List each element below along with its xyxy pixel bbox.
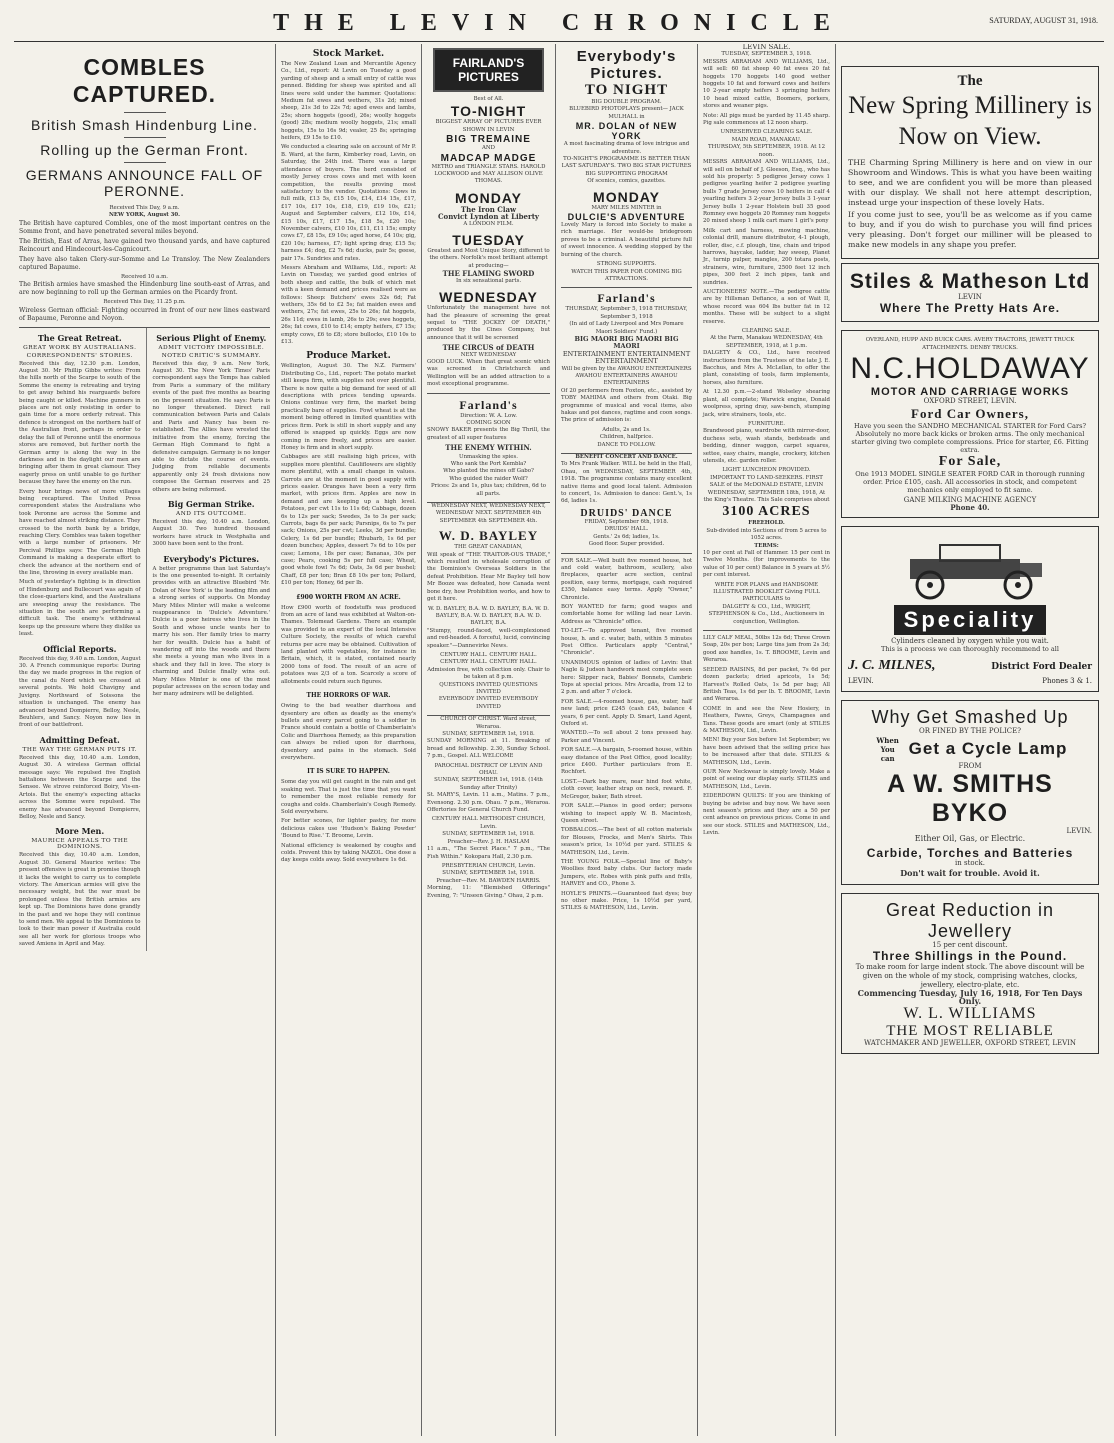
program-note: STRONG SUPPORTS.	[596, 261, 657, 268]
heading-serious-plight: Serious Plight of Enemy.	[156, 332, 267, 343]
milnes-ad	[841, 526, 1099, 692]
church-notice: 11 a.m., "The Secret Place." 7 p.m., "The Fish Within." Kokopara Hall, 2.30 p.m.	[427, 846, 550, 860]
byko-town: LEVIN.	[1066, 827, 1092, 836]
speaker-name: W. D. BAYLEY	[438, 528, 539, 544]
williams-reliable: THE MOST RELIABLE	[886, 1022, 1054, 1039]
heading-german-strike: Big German Strike.	[167, 498, 255, 509]
subheading: GREAT WORK BY AUSTRALIANS.	[23, 344, 137, 351]
lecture-body: W. D. BAYLEY, B.A. W. D. BAYLEY, B.A. W. D. BAYLEY, B.A. W. D. BAYLEY, B.A. W. D. BAYLEY, B.A.	[427, 605, 549, 627]
program-note: BIG SUPPORTING PROGRAM	[585, 170, 668, 177]
article-body: National efficiency is weakened by coughs and colds. Prevent this by taking NAZOL. One dose a day keeps colds away. Sold everywhere 1s 6d.	[281, 842, 416, 864]
masthead	[14, 6, 1104, 42]
film-note: SNOWY BAKER presents the Big Thrill, the greatest of all super features	[427, 427, 550, 441]
event-note: Of 20 performers from Foxton, etc., assisted by TOBY MAHIMA and others from Otaki. Big programme of musical and vocal items, also hakas and poi dances, ragtime and coon songs. The price of admission is:	[561, 387, 692, 424]
stiles-name: Stiles & Matheson Ltd	[849, 270, 1091, 293]
millinery-the: The	[957, 73, 983, 89]
williams-ad	[841, 893, 1099, 1055]
adults-price: Adults, 2s and 1s.	[602, 426, 651, 433]
sale-heading: FURNITURE.	[747, 420, 786, 427]
classified-ad: OUR New Neckwear is simply lovely. Make a point of seeing our display early. STILES and MATHESON, Ltd., Levin.	[703, 768, 830, 790]
article-body: The New Zealand Loan and Mercantile Agency Co., Ltd., report: At Levin on Tuesday a good yarding of sheep and a small entry of cattle was penned. Bidding for sheep was spirited and all lines were sold under the hammer. Quotations: Medium fat ewes and wethers, 31s 2d; mixed sheep, 21s 3d to 22s 7d; aged ewes and lambs, 25s; shorn hoggets (good), 26s; woolly hoggets (good) 28s; medium woolly hoggets, 21s; small hoggets, 15s to 16s 9d; vealer, 25 8s; springing heifers, £9 15s to £10.	[281, 61, 416, 142]
article-body: Received this day, 10.40 a.m. London, August 30. Two hundred thousand workers have struck in Westphalia and 3000 have been sent to the front.	[152, 518, 270, 548]
holdaway-ad	[841, 330, 1099, 518]
event-date: FRIDAY, September 6th, 1918.	[584, 518, 669, 525]
estate-freehold: FREEHOLD.	[748, 520, 785, 527]
classified-ad: COME in and see the New Hosiery, in Heathers, Fawns, Greys, Champagnes and Tans. These goods are smart (only at STILES & MATHESON, Ltd., Levin.	[703, 705, 830, 734]
sale-listing: DALGETY & CO., Ltd., have received instructions from the Trustees of the late J. E. Bacchus, and Mrs A. McLellan, to offer the plant, consisting of tools, farm implements, horses, also furniture.	[703, 350, 830, 386]
program-note: BLUEBIRD PHOTOPLAYS present— JACK MULHALL in	[569, 106, 684, 120]
byko-carbide: Carbide, Torches and Batteries	[866, 845, 1074, 860]
article-body: Received this day, 10.40 a.m. London, August 30. General Maurice writes: The present offensive is great in promise though it lacks the weight to carry us to complete victory. The American armies will give the necessary weight, but the war must be prolonged unless the British armies are kept up. The Dominions have done grandly in the past and we hope they will continue to send men. We appeal to the Dominions to look to their man power if Australia could see all her work for glorious troops who saved Amiens in April and May.	[19, 852, 141, 948]
estate-heading: IMPORTANT TO LAND-SEEKERS. FIRST SALE of the McDONALD ESTATE, LEVIN	[709, 474, 824, 489]
film-note: In six sensational parts.	[455, 277, 522, 284]
church-notice: Preacher—Rev. J. H. HASLAM	[447, 838, 530, 845]
subheading: THE WAY THE GERMAN PUTS IT.	[22, 746, 138, 753]
headline-combles: COMBLES CAPTURED.	[72, 54, 217, 107]
speciality-banner: Speciality	[894, 605, 1047, 635]
big-maori: BIG MAORI BIG MAORI BIG MAORI	[574, 334, 679, 351]
heading-official-reports: Official Reports.	[43, 643, 117, 654]
film-question: Who planted the mines off Gabo?	[443, 468, 534, 475]
and-text: AND	[482, 145, 495, 152]
event-note: Gents.' 2s 6d; ladies, 1s.	[593, 533, 660, 540]
church-notice: CHURCH OF CHRIST. Ward street, Weraroa.	[440, 716, 537, 730]
williams-trade: WATCHMAKER AND JEWELLER, OXFORD STREET, LEVIN	[863, 1038, 1077, 1047]
church-notice: SUNDAY, SEPTEMBER 1st, 1918.	[442, 831, 535, 838]
film-title: DULCIE'S ADVENTURE	[567, 212, 686, 223]
heading-acre: £900 WORTH FROM AN ACRE.	[296, 593, 401, 601]
everybodys-heading: Everybody's Pictures.	[576, 48, 677, 82]
terms-heading: TERMS:	[754, 542, 779, 549]
monday-heading: MONDAY	[593, 188, 660, 205]
admission: Admission free, with collection only. Chair to be taken at 8 p.m.	[427, 666, 550, 681]
for-sale: For Sale,	[938, 453, 1002, 469]
sale-listing: At 12.30 p.m.—2-stand Wolseley shearing plant, all complete; Warwick engine, Donald woolpress, spring dray, saw-bench, stumping jack, wire strainers, tools, etc.	[703, 389, 830, 418]
byko-name: A W. SMITHS BYKO	[887, 770, 1053, 828]
film-question: Unmasking the spies.	[459, 453, 518, 460]
car-illustration	[880, 537, 1060, 601]
stiles-tagline: Where The Pretty Hats Are.	[879, 301, 1061, 316]
received-note: Received 10 a.m.	[121, 273, 168, 280]
milnes-town: LEVIN.	[848, 677, 874, 686]
jewellery-body: To make room for large indent stock. The above discount will be given on the whole of my stock, comprising watches, clocks, jewellery, electro-plate, etc.	[855, 963, 1085, 990]
article-body: We conducted a clearing sale on account of Mr P. B. Ward, at the farm, Kimberley road, Levin, on Saturday, the 24th inst. There was a large attendance of buyers. The herd consisted of mostly Jersey cross cows and met with keen competition, the results proving most satisfactory to the vendor. Quotations: Cows in full milk, £13 5s, £15 10s, £14, £14 15s, £17, £17 10s, £17 10s, £18, £19, £19 10s, £21; August and September calvers, £12 10s, £14, £15 10s, £17, £17 15s, £18 5s, £20 10s; November calvers, £10 10s, £11, £11 15s; empty cows £7, £8 15s, £9 10s; aged horse, £4 10s; gig, £20 10s; harness, £7; light spring dray, £15 5s; harness £4; dog, £2 7s 6d; ducks, pair 5s; geese, pair 17s. Sundries and rates.	[281, 144, 416, 262]
best-of-all: Best of All.	[473, 96, 504, 102]
church-notice: PAROCHIAL DISTRICT OF LEVIN AND OHAU.	[434, 762, 543, 777]
benefit-heading: BENEFIT CONCERT AND DANCE.	[575, 454, 678, 461]
tonight-heading: TO-NIGHT	[450, 103, 527, 120]
holdaway-street: OXFORD STREET, LEVIN.	[923, 397, 1017, 406]
terms-body: 10 per cent at Fall of Hammer. 15 per cent in Twelve Months. (for improvements to the value of 10 per cent) Balance in 5 years at 5½ per cent interest.	[703, 550, 830, 579]
entertainment: ENTERTAINMENT ENTERTAINMENT ENTERTAINMENT	[562, 349, 691, 366]
farlands-heading: Farland's	[459, 397, 518, 412]
byko-police: OR FINED BY THE POLICE?	[919, 727, 1021, 736]
film-note: GOOD LUCK. When that great scenic which was screened in Christchurch and Wellington will be an added attraction to a most exceptional programme.	[427, 358, 550, 388]
church-notice: Preacher—Rev. M. BAWDEN HARRIS.	[436, 877, 541, 884]
subheading: MAURICE APPEALS TO THE DOMINIONS.	[31, 838, 129, 851]
dance-follow: DANCE TO FOLLOW.	[597, 441, 656, 448]
program-note: BIG DOUBLE PROGRAM.	[591, 99, 662, 105]
coming-soon: COMING SOON	[466, 419, 511, 426]
program-note: A most fascinating drama of love intrigue and adventure.	[563, 141, 690, 155]
film-note: Greatest and Most Unique Story, different to the others. Norfolk's most brilliant attempt at producing—	[427, 248, 550, 269]
subheadline-peronne: GERMANS ANNOUNCE FALL OF PERONNE.	[25, 167, 264, 199]
byko-types: Either Oil, Gas, or Electric.	[914, 834, 1026, 844]
stiles-matheson-ad	[841, 263, 1099, 322]
church-notice: SUNDAY, SEPTEMBER 1st, 1918.	[442, 731, 535, 737]
article-body: Received this day, 12.30 p.m. London, August 30. Mr Phillip Gibbs writes: From the hills north of the Scarpe to south of the Somme the enemy is retreating and trying to get away behind his rearguards before being caught or killed. Machine gunners in places are not only resisting in order to gain time for a more orderly retreat. This defence is strongest on the northern half of the Australian front, perhaps in order to delay the fall of Peronne until the enormous stores are removed, but further north the German army is along the way in the darkness and in the daylight our men are bringing after them in great clamour. They eagerly press on until unable to go further because they have the enemy on the run.	[19, 360, 141, 486]
millinery-body: THE Charming Spring Millinery is here and on view in our Showroom and Windows. This is what you have been waiting to see, and we are confident you will be more than pleased with our display. We shall not here attempt description, instead urge your inspection of these lovely Hats.	[848, 158, 1092, 207]
jewellery-date: Commencing Tuesday, July 16, 1918, For Ten Days Only.	[857, 988, 1083, 1006]
heading-great-retreat: The Great Retreat.	[37, 332, 122, 343]
classified-ad: EIDERDOWN QUILTS: If you are thinking of buying be advise and buy now. We have seen next season's prices and they are a 50 per cent advance on previous prices. Come in and see our stock. STILES and MATHESON, Ltd., Levin.	[703, 793, 830, 837]
church-notice: PRESBYTERIAN CHURCH, Levin.	[441, 862, 536, 869]
program-note: WATCH THIS PAPER FOR COMING BIG ATTRACTIONS.	[571, 268, 682, 282]
film-note: NEXT WEDNESDAY	[460, 351, 517, 358]
speciality-body: This is a process we can thoroughly recommend to all	[881, 644, 1059, 653]
everybody-invited: EVERYBODY INVITED EVERYBODY INVITED	[438, 696, 539, 710]
byko-stock: in stock.	[955, 858, 985, 867]
sale-listing: MESSRS ABRAHAM AND WILLIAMS, Ltd., will sell: 60 fat sheep 40 fat ewes 20 fat hoggets 170 hoggets 140 good wether hoggets 10 fat and forward cows and heifers 10 2-year empty heifers 3 springing heifers 10 head mixed cattle, Boomers, porkers, stores and weaner pigs.	[703, 58, 830, 110]
church-notice: Morning, 11: "Blemished Offerings" Evening, 7: "Unseen Giving." Ohau, 2 p.m.	[427, 885, 550, 899]
williams-name: W. L. WILLIAMS	[903, 1004, 1037, 1022]
sale-date: TUESDAY, SEPTEMBER 3, 1918.	[721, 51, 812, 58]
classified-ad: UNANIMOUS opinion of ladies of Levin: that Nagle & Judson handwork most complete seen here: Slipper rack, Babies' Bonnets, Cambric Tops at special prices. Mrs Arcadia, from 12 to 2 p.m. and after 7 o'clock.	[561, 659, 692, 696]
sale-heading: CLEARING SALE.	[741, 328, 792, 335]
classified-ad: BOY WANTED for farm; good wages and comfortable home for willing lad near Levin. Address as "Chronicle" office.	[561, 603, 692, 625]
lead-paragraph: The British armies have smashed the Hindenburg line south-east of Arras, and are now beginning to roll up the German armies on the Picardy front.	[19, 281, 270, 297]
film-title: THE CIRCUS of DEATH	[442, 343, 535, 353]
film-title: BIG TREMAINE	[446, 134, 531, 146]
program-note: Lovely Mary is forced into Society to make a rich marriage. Her would-be bridegroom proves to be a criminal. A beautiful picture full of sweet innocence. A wedding stopped by the burning of the church.	[561, 222, 692, 258]
wednesday-next: WEDNESDAY NEXT, WEDNESDAY NEXT, WEDNESDAY NEXT. SEPTEMBER 4th SEPTEMBER 4th SEPTEMBER 4th.	[431, 503, 546, 524]
film-question: Who sank the Port Kembla?	[450, 461, 527, 467]
lecture-body: Will speak of "THE TRAITOR-OUS TRADE," which resulted in wholesale corruption of the Dominion's Overseas Soldiers in the defeat Prohibition. Hear Mr Bayley tell how Mr Booze was defeated, how Canada went bone dry, how Prohibition works, and how to get it here.	[427, 551, 550, 603]
byko-when: When You can	[876, 735, 899, 763]
sale-listing: Milk cart and harness, mowing machine, colonial drill, manure distributor, 4-1 plough, roller, disc, c.f. plough, tine, chain and tripod harrows, haycake, ladder, hay sweep, Planet Jr., turnip pulper, mangles, 200 totara posts, strainers, wire, furniture, 2500 feet 12 inch pipes, 300 feet 2 inch pipes, tank and sundries.	[703, 227, 830, 286]
heading-admitting-defeat: Admitting Defeat.	[39, 734, 120, 745]
received-note: Received This Day, 11.25 p.m.	[103, 299, 186, 306]
sale-listing: MESSRS ABRAHAM AND WILLIAMS, Ltd., will sell on behalf of J. Gleeson, Esq., who has sold his property: 5 pedigree Jersey cows 1 pedigree yearling heifer 2 pedigree yearling bulls 7 grade Jersey cows 10 heifers in calf 4 yearling heifers 3 2-year Jersey bulls 3 1-year Jersey bulls 1 2-year Holstein bull 35 good Romney ewe hoggets 20 Romney ram hoggets 20 mixed sheep 1 milk cart mare 1 girl's pony	[703, 159, 830, 225]
subheading: ADMIT VICTORY IMPOSSIBLE.	[158, 344, 265, 351]
holdaway-works: MOTOR AND CARRIAGE WORKS	[870, 386, 1070, 399]
church-notice: CENTURY HALL METHODIST CHURCH, Levin.	[431, 816, 546, 830]
article-body: A better programme than last Saturday's is the one presented to-night. It certainly provides with an attractive Bluebird 'Mr. Dolan of New York' is the leading film and a strong series of supports. On Monday Mary Miles Minter will make a welcome reappearance in 'Dulcie's Adventure.' Dulcie is a poor heiress who lives in the South and whose uncle wants her to marry his son. Her family tries to marry her for wealth. Dulcie has a habit of wandering off into the woods and there she meets a young man who lives in a shack and they fall in love. The story is charming and Dulcie finally wins out. Mary Miles Minter is one of the most popular actresses on the screen today and her many admirers will be delighted.	[152, 565, 270, 698]
byko-lamp: Get a Cycle Lamp	[908, 739, 1068, 759]
sale-listing: AUCTIONEERS' NOTE.—The pedigree cattle are by Hillsman Defiance, a son of Wait II, whose record was 604 lbs butter fat in 12 months. These will be subject to a slight reserve.	[703, 289, 830, 325]
event-note: (In aid of Lady Liverpool and Mrs Pomare Maori Soldiers' Fund.)	[569, 321, 684, 335]
classified-ad: HOYLE'S PRINTS.—Guaranteed fast dyes; buy no other make. Price, 1s 10½d per yard, STILES & MATHESON, Ltd., Levin.	[561, 890, 692, 912]
heading-stock-market: Stock Market.	[312, 49, 385, 59]
classified-ad: FOR SALE.—4-roomed house, gas, water, half new land; price £245 (cash £45, balance 4 years, 6 per cent. Apply D. Smart, Land Agent, Oxford st.	[561, 698, 692, 728]
awahou: Will be given by the AWAHOU ENTERTAINERS AWAHOU ENTERTAINERS AWAHOU ENTERTAINERS	[561, 365, 692, 387]
millinery-heading: New Spring Millinery is Now on View.	[848, 92, 1092, 150]
film-title: MADCAP MADGE	[440, 152, 537, 164]
heading-more-men: More Men.	[55, 826, 105, 837]
jewellery-shillings: Three Shillings in the Pound.	[872, 949, 1068, 964]
heading-horrors-war: THE HORRORS OF WAR.	[306, 692, 391, 700]
column-entertainment	[556, 44, 698, 1436]
subheading: NOTED CRITIC'S SUMMARY.	[161, 352, 261, 359]
article-body: Wellington, August 30. The N.Z. Farmers' Distributing Co., Ltd., report: The potato market still keeps firm, with supplies not over plentiful. There is now quite a big demand for seed of all descriptions with prices tending upwards. Onions continue very firm, the market being practically bare of supplies. Fowl wheat is at the moment being offered in limited quantities with prices firm. Pork is still in short supply and any offered is snapped up quickly. Eggs are now coming in more freely, and prices are easier. Honey is firm and in short supply.	[281, 363, 416, 451]
lead-paragraph: The British have captured Combles, one of the most important centres on the Somme front, and have penetrated several miles beyond.	[19, 219, 270, 235]
speaker-subtitle: THE GREAT CANADIAN,	[454, 544, 523, 551]
sale-date: At the Farm, Manakau WEDNESDAY, 4th SEPTEMBER, 1918, at 1 p.m.	[710, 335, 823, 349]
tonight-heading: TO NIGHT	[584, 82, 669, 98]
monday-heading: MONDAY	[455, 189, 522, 206]
sale-note: LIGHT LUNCHEON PROVIDED.	[722, 467, 811, 474]
sale-listing: Brandwood piano, wardrobe with mirror-door, duchess sets, wash stands, bedsteads and bedding, dinner waggon, carpet squares, settee, easy chairs, mangle, crockery, kitchen utensils, etc. garden roller.	[703, 428, 830, 464]
column-markets	[276, 44, 422, 1436]
church-notice: St. MARY'S, Levin. 11 a.m., Matins. 7 p.m., Evensong. 2.30 p.m. Ohau. 7 p.m., Weraroa. Offertories for General Church Fund.	[427, 792, 550, 814]
film-title: THE ENEMY WITHIN.	[445, 443, 532, 453]
byko-footer: Don't wait for trouble. Avoid it.	[900, 868, 1040, 879]
agents: DALGETY & CO., Ltd., WRIGHT, STEPHENSON & Co., Ltd., Auctioneers in conjunction, Wellington.	[708, 603, 825, 625]
article-body: Messrs Abraham and Williams, Ltd., report: At Levin on Tuesday, we yarded good entries of both sheep and cattle, the bulk of which met with a keen demand and prices realised were as follows: Sheep: Butchers' ewes 32s 6d; Fat wethers, 35s 6d to £2 5s; fat maiden ewes and wethers, 27s; fat ewes, 25s to 26s; fat hoggets, 26s 11d; ewes in lamb, 26s to 29s; ewe hoggets, 26s; fat cows, £10 to £14; empty heifers, £7 15s; empty cows, £6 to £8; store bullocks, £10 10s to £13.	[281, 264, 416, 346]
article-body: Received this day, 9 a.m. New York, August 30. The New York Times' Paris correspondent says the Temps has cabled from Paris a summary of the military events of the past five months as bearing on the present situation. He says: Paris is no longer threatened. Direct rail communication between Paris and Calais and Paris and Nancy has been re-established. The Allies have wrested the initiative from the enemy, forcing the German High Command to fight a defensive campaign. Germany is no longer able to dictate the course of events. Judging from reliable documents apparently only 24 fresh divisions now compose the German reserves and 25 others are being reformed.	[152, 360, 270, 493]
jewellery-discount: 15 per cent discount.	[932, 940, 1008, 949]
issue-date: SATURDAY, AUGUST 31, 1918.	[989, 16, 1098, 25]
article-body: Some day you will get caught in the rain and get soaking wet. That is just the time that you want to remember the most reliable remedy for coughs and colds. Chamberlain's Cough Remedy. Sold everywhere.	[281, 779, 416, 815]
subheading: AND ITS OUTCOME.	[176, 510, 247, 517]
classified-ad: MEN! Buy your Sox before 1st September; we have been advised that the selling price has to be increased after that date. STILES & MATHESON, Ltd., Levin.	[703, 737, 830, 766]
classified-ad: SEEDED RAISINS, 8d per packet, 7s 6d per dozen packets; dried apricots, 1s 5d; Harvest's Rolled Oats, 1s 5d per bag; All British Teas, 1s 6d per lb. T. BROOME, Levin and Weraroa.	[703, 666, 830, 703]
byko-from: FROM	[958, 761, 982, 770]
wednesday-heading: WEDNESDAY	[439, 289, 538, 306]
lead-paragraph: They have also taken Clery-sur-Somme and Le Transloy. The New Zealanders captured Bapaume.	[19, 255, 270, 271]
millinery-body: If you come just to see, you'll be as welcome as if you came to buy, and if you do wish to purchase you will find prices very pleasing. Don't forget our milliner will be pleased to make new models in any shape you prefer.	[848, 210, 1092, 249]
farlands-heading: Farland's	[597, 291, 656, 306]
heading-sure-to-happen: IT IS SURE TO HAPPEN.	[307, 768, 390, 776]
classified-ad: TO-LET.—To approved tenant, five roomed house, h. and c. water, bath, within 5 minutes Post Office. Particulars apply "Central," "Chronicle".	[561, 628, 692, 657]
fairlands-logo: FAIRLAND'S PICTURES	[433, 48, 544, 92]
article-body: Much of yesterday's fighting is in direction of Hindenburg and Bullecourt was again of the close-quarters kind, and the Australians are sweeping away the resistance. The situation in the south are performing a difficult task. The enemy's withdrawal keeps up the pressure where they dislike us least.	[19, 579, 141, 638]
classified-ad: LOST.—Dark bay mare, near hind foot white, cloth cover, leather strap on neck, reward. F. McGregor, baker, Bath street.	[561, 778, 692, 800]
subheadline-german-front: Rolling up the German Front.	[40, 142, 249, 158]
estate-acres: 3100 ACRES	[722, 504, 811, 520]
holdaway-agencies: OVERLAND, HUPP AND BUICK CARS. AVERY TRACTORS, JEWETT TRUCK ATTACHMENTS. DENBY TRUCKS.	[865, 337, 1075, 351]
program-note: MARY MILES MINTER in	[591, 204, 662, 211]
sale-heading: UNRESERVED CLEARING SALE.	[720, 129, 813, 136]
classified-ad: FOR SALE.—Well built five roomed house, hot and cold water, bathroom, scullery, also fireplaces, quarter acre section, central position, easy terms, mortgage, cash required £350, balance easy terms. Apply "Owner," Chronicle.	[561, 557, 692, 601]
venue: CENTURY HALL. CENTURY HALL. CENTURY HALL. CENTURY HALL.	[440, 651, 537, 666]
holdaway-phone: Phone 40.	[950, 503, 990, 513]
byko-heading: Why Get Smashed Up	[871, 707, 1069, 728]
tuesday-heading: TUESDAY	[452, 232, 525, 249]
church-notice: SUNDAY, SEPTEMBER 1st, 1918.	[442, 870, 535, 877]
classified-ad: WANTED.—To sell about 2 tons pressed hay. Parker and Vincent.	[561, 730, 692, 744]
classified-ad: LILY CALF MEAL, 50lbs 12s 6d; Three Crown Soap, 20s per box; Large tins jam from 2s 3d; good axe handles, 1s. T. BROOME, Levin and Weraroa.	[703, 635, 830, 664]
film-title: MR. DOLAN of NEW YORK	[575, 121, 678, 142]
column-fairlands	[422, 44, 556, 1436]
write-for-plans: WRITE FOR PLANS and HANDSOME ILLUSTRATED BOOKLET Giving FULL PARTICULARS to	[713, 581, 820, 603]
byko-ad	[841, 700, 1099, 884]
event-date: THURSDAY, September 5, 1918 THURSDAY, September 5, 1918	[565, 306, 688, 320]
film-title: THE FLAMING SWORD	[442, 269, 535, 279]
lecture-body: "Stumpy, round-faced, well-complexioned and red-headed. A forceful, lucid, convincing speaker."—Dannevirke News.	[427, 627, 550, 649]
milnes-name: J. C. MILNES,	[848, 658, 936, 674]
ford-owners: Ford Car Owners,	[911, 405, 1029, 421]
subheading: CORRESPONDENTS' STORIES.	[26, 352, 133, 359]
film-note: A LONDON FILM.	[463, 220, 514, 227]
article-body: How £900 worth of foodstuffs was produced from an acre of land was exhibited at Walton-on-Thames. Tolemead Gardens. There an example was provided to an expert of the local Intensive Culture Society, the results of which careful returns per acre may be obtained. Cultivation of land planted with vegetables, for instance in Britain, which, it is stated, contained nearly 2000 tons of food. The result of an acre of potatoes was 2/3 of a ton. Scarcely a score of allotments could return such figures.	[281, 604, 416, 685]
estate-date: WEDNESDAY, SEPTEMBER 18th, 1918, At the King's Theatre. This Sale comprises about	[703, 489, 830, 503]
film-title: The Iron Claw	[460, 204, 517, 214]
for-sale-body: One 1913 MODEL SINGLE SEATER FORD CAR in thorough running order. Price £105, cash. All accessories in stock, and competent mechanics only employed to fit same.	[855, 469, 1085, 494]
column-display-ads	[836, 44, 1104, 1436]
article-body: Owing to the bad weather diarrhoea and dysentery are often as deadly as the enemy's bullets and every parcel going to a soldier in France should contain a bottle of Chamberlain's Colic and Diarrhoea Remedy, as this preparation can always be relied upon for diarrhoea, dysentery and pains in the stomach. Sold everywhere.	[281, 703, 416, 761]
millinery-ad	[841, 66, 1099, 259]
film-note: Unfortunately the management have not had the pleasure of screening the great sequel to "THE JOCKEY OF DEATH," produced by the Cines Company, but announce that it will be screened	[427, 305, 550, 341]
column-war-news	[14, 44, 276, 1436]
director: Direction: W. A. Low.	[460, 412, 517, 419]
milnes-dealer: District Ford Dealer	[991, 662, 1092, 673]
church-notice: SUNDAY, SEPTEMBER 1st, 1918. (14th Sunday after Trinity)	[434, 777, 543, 791]
sale-date: THURSDAY, 5th SEPTEMBER, 1918. At 12 noon.	[707, 144, 826, 158]
received-note: Received This Day, 9 a.m.	[109, 205, 180, 211]
estate-subdivision: Sub-divided into Sections of from 5 acres to 1052 acres.	[706, 527, 827, 542]
stiles-levin: LEVIN	[958, 293, 982, 301]
program-note: TO-NIGHT'S PROGRAMME IS BETTER THAN LAST SATURDAY'S. TWO BIG STAR PICTURES	[561, 156, 692, 170]
film-question: Who guided the raider Wolf?	[449, 475, 528, 482]
heading-everybodys-pictures: Everybody's Pictures.	[163, 553, 260, 564]
subheadline-hindenburg: British Smash Hindenburg Line.	[31, 117, 258, 133]
article-body: Received this day, 9.40 a.m. London, August 30. A French communique reports: During the day we made progress in the region of the canal du Nord which we crossed at several points. We hold Chavigny and Juvigny. Northward of Soissons the situation is unchanged. The enemy has advanced beyond Dompierre, Belloy, Nesle, Beuhlers, and Sancy. Noyon now lies in front of our battlefront.	[19, 655, 141, 729]
column-sales	[698, 44, 836, 1436]
cast-text: METRO and TRIANGLE STARS. HAROLD LOCKWOOD and MAY ALLISON OLIVE THOMAS.	[431, 163, 546, 185]
classified-ad: FOR SALE.—Pianos in good order; persons wishing to inspect apply W. B. Macintosh, Queen street.	[561, 803, 692, 824]
ticket-prices: Prices: 2s and 1s, plus tax; children, 6d to all parts.	[431, 483, 546, 497]
article-body: Received this day, 10.40 a.m. London, August 30. A wireless German official message says: We repulsed five English battalions between the Scarpe and the Sensee. We strove reinforced Boiry, Vis-en-Artois. But the enemy's expecting attacks across the Somme were repulsed. The enemy has advanced beyond Dompierre, Belloy, Nesle and Sancy.	[19, 754, 141, 820]
tonight-sub: BIGGEST ARRAY OF PICTURES EVER SHOWN IN LEVIN	[435, 119, 542, 133]
lead-paragraph: The British, East of Arras, have gained two thousand yards, and have captured Reincourt and Hindecourt-les-Cagnicourt.	[19, 237, 270, 253]
speciality-body: Cylinders cleaned by oxygen while you wait.	[891, 637, 1049, 646]
questions-invited: QUESTIONS INVITED QUESTIONS INVITED	[439, 681, 538, 695]
article-body: Cabbages are still realising high prices, with supplies more plentiful. Cauliflowers are slightly more plentiful, with a small change in values. Carrots are at the moment in good supply with prices easier. Oranges have been a very firm market, with prices firm. Apples are now in demand and are keeping up a high level. Potatoes, per cwt 11s to 11s 6d; Cabbage, dozen 6s to 12s per sack; Swedes, 3s to 3s per sack; Carrots, bags 6s per sack; Parsnips, 6s to 7s per sack; Onions, 25s per cwt; Leeks, 3d per bundle; Celery, 1s 6d per bundle; Rhubarb, 1s 6d per dozen bunches; Apples, dessert 7s 6d to 10s per case; Lemons, 18s per case; Bananas, 30s per case; Pears, cooking 5s per full case; Wheat, good whole fowl 7s 6d; Oats, 3s 6d per bushel; Chaff, £8 per ton; Bran £8 10s per ton; Pollard, £10 per ton; Honey, 6d per lb.	[281, 454, 416, 587]
dateline-new-york: NEW YORK, August 30.	[109, 212, 180, 219]
church-notice: SUNDAY MORNING at 11. Breaking of bread and fellowship. 2.30, Sunday School. 7 p.m., Gospel. ALL WELCOME	[427, 738, 550, 760]
film-title: Convict Lyndon at Liberty	[437, 212, 540, 222]
heading-produce-market: Produce Market.	[306, 351, 391, 362]
classified-ad: THE YOUNG FOLK.—Special line of Baby's Woollies fixed baby clubs. Our factory made Jumpers, etc. Robes with pink puffs and frills, HARVEY and CO., Phone 3.	[561, 858, 692, 888]
classified-ad: FOR SALE.—A bargain, 5-roomed house, within easy distance of the Post Office, good locality; price £400. Further particulars from E. Rochfort.	[561, 747, 692, 776]
druids-heading: DRUIDS' DANCE	[580, 507, 673, 519]
lead-paragraph: Wireless German official: Fighting occurred in front of our new lines eastward of Bapaume, Peronne and Noyon.	[19, 306, 270, 322]
event-note: Good floor. Super provided.	[588, 541, 665, 548]
gane-agency: GANE MILKING MACHINE AGENCY	[903, 495, 1037, 504]
sale-listing: Note: All pigs must be yarded by 11.45 sharp. Pig sale commences at 12 noon sharp.	[703, 112, 830, 127]
sale-heading: MAIN ROAD, MANAKAU.	[731, 136, 802, 143]
jewellery-heading: Great Reduction in Jewellery	[885, 899, 1055, 941]
holdaway-name: N.C.HOLDAWAY	[850, 352, 1090, 386]
event-note: DRUIDS' HALL.	[604, 526, 649, 533]
event-note: To Mrs Frank Walker. WILL be held in the Hall, Ohau, on WEDNESDAY, SEPTEMBER 4th, 1918. The programme contains many excellent native items and good local talent. Admission to concert, 1s. Admission to dance: Gent.'s, 1s 6d, ladies 1s.	[561, 461, 692, 505]
article-body: Every hour brings news of more villages being recaptured. The United Press correspondent states the Australians who took Peronne are across the Somme and have reached almost striking distance. They crossed to the north bank by a bridge, reaching Clery. Combles was taken together with a large number of prisoners. Mr Percival Phillips says: The German High Command is making a desperate effort to check the advance at the northern end of the line, throwing in every available man.	[19, 488, 141, 576]
newspaper-title: THE LEVIN CHRONICLE	[273, 10, 845, 36]
program-note: Of scenics, comics, gazettes.	[587, 178, 666, 185]
classified-ad: TOBBALCOS.—The best of all cotton materials for Blouses, Frocks, and Men's Shirts. This season's price, 1s 10½d per yard. STILES & MATHESON, Ltd., Levin.	[561, 827, 692, 856]
article-body: For better scones, for lighter pastry, for more delicious cakes use 'Hudson's Baking Powder' 'Bound to Rise.' T. Broome, Levin.	[281, 818, 416, 840]
children-price: Children, halfprice.	[599, 434, 654, 441]
levin-sale-heading: LEVIN SALE.	[742, 44, 791, 51]
milnes-phones: Phones 3 & 1.	[1042, 677, 1092, 686]
ford-body: Have you seen the SANDHO MECHANICAL STARTER for Ford Cars? Absolutely no more back kicks or broken arms. The only mechanical starter giving two complete compressions. Price for starter, £6. Fitting extra.	[851, 421, 1089, 454]
